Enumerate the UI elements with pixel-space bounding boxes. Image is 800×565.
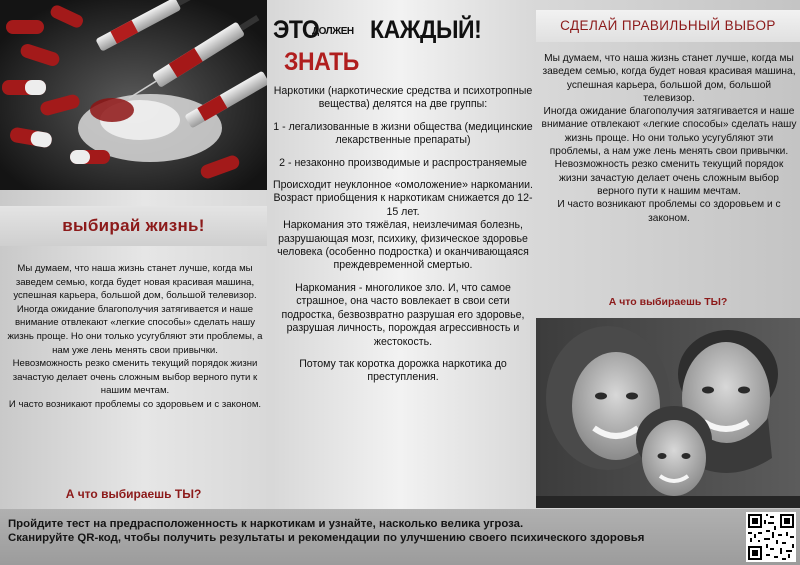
intro-paragraph: Наркотики (наркотические средства и психотропные вещества) делятся на две группы:: [273, 85, 533, 111]
qr-code[interactable]: [746, 512, 796, 562]
footer-line-qr: Сканируйте QR-код, чтобы получить результаты и рекомендации по улучшению своего психического здоровья: [8, 532, 645, 544]
group-2-item: 2 - незаконно производимые и распространяемые: [279, 156, 527, 169]
disease-paragraph: Наркомания это тяжёлая, неизлечимая болезнь, разрушающая мозг, психику, физическое здоровье человека (особенно подростка) и оканчивающаяся преждевременной смертью.: [277, 219, 529, 272]
drugs-illustration: [0, 0, 267, 190]
road-paragraph: Потому так коротка дорожка наркотика до преступления.: [299, 357, 507, 384]
title-word-znat: ЗНАТЬ: [284, 48, 359, 76]
left-paragraph: Невозможность резко сменить текущий порядок жизни зачастую делает очень сложным выбор верного пути к нашим мечтам.: [12, 358, 258, 397]
title-word-eto: ЭТО: [273, 16, 320, 44]
left-paragraph: Мы думаем, что наша жизнь станет лучше, когда мы заведем семью, когда будет новая красивая машина, успешная карьера, большой дом, большой телевизор.: [13, 263, 257, 302]
right-paragraph: Невозможность резко сменить текущий порядок жизни зачастую делает очень сложным выбор верного пути к нашим мечтам.: [554, 159, 784, 197]
title-word-dolzhen: ДОЛЖЕН: [312, 26, 354, 37]
left-paragraph: И часто возникают проблемы со здоровьем и с законом.: [8, 398, 262, 410]
left-title: выбирай жизнь!: [62, 216, 205, 235]
left-paragraph: Иногда ожидание благополучия затягивается и наше внимание отвлекают «легкие способы» сделать нашу жизнь проще. Но они только усугубляют эти проблемы, а нам уже лень менять свои привычки.: [7, 303, 263, 356]
right-paragraph: Мы думаем, что наша жизнь станет лучше, когда мы заведем семью, когда будет новая красивая машина, успешная карьера, большой дом, большой телевизор.: [542, 53, 796, 104]
right-paragraph: И часто возникают проблемы со здоровьем и с законом.: [557, 199, 781, 224]
rejuvenation-paragraph: Происходит неуклонное «омоложение» наркомании. Возраст приобщения к наркотикам снижается до 12-15 лет.: [273, 179, 533, 218]
footer-line-test: Пройдите тест на предрасположенность к наркотикам и узнайте, насколько велика угроза.: [8, 518, 524, 530]
right-title: СДЕЛАЙ ПРАВИЛЬНЫЙ ВЫБОР: [560, 18, 776, 33]
drugs-photo: [0, 0, 267, 190]
footer-text: [8, 517, 728, 545]
right-body-text: [540, 52, 798, 225]
evil-paragraph: Наркомания - многоликое зло. И, что самое страшное, она часто вовлекает в свои сети подростка, безвозвратно разрушая его здоровье, разрушая личность, порождая агрессивность и жестокость.: [281, 281, 525, 348]
middle-body-text: [272, 85, 534, 394]
family-illustration: [536, 318, 800, 508]
right-paragraph: Иногда ожидание благополучия затягивается и наше внимание отвлекают «легкие способы» сделать нашу жизнь проще. Но они только усугубляют эти проблемы, а нам уже лень менять свои привычки.: [541, 106, 797, 158]
footer-bar: [0, 509, 800, 565]
left-body-text: [4, 262, 266, 412]
left-question: А что выбираешь ТЫ?: [65, 487, 202, 501]
right-title-bar: [536, 10, 800, 42]
right-question: А что выбираешь ТЫ?: [608, 296, 728, 308]
left-title-bar: [0, 206, 267, 246]
group-1-item: 1 - легализованные в жизни общества (медицинские лекарственные препараты): [273, 120, 533, 147]
page-title: [268, 0, 536, 80]
qr-code-icon: [746, 512, 796, 562]
title-word-kazhdy: КАЖДЫЙ!: [370, 16, 482, 44]
family-photo: [536, 318, 800, 508]
